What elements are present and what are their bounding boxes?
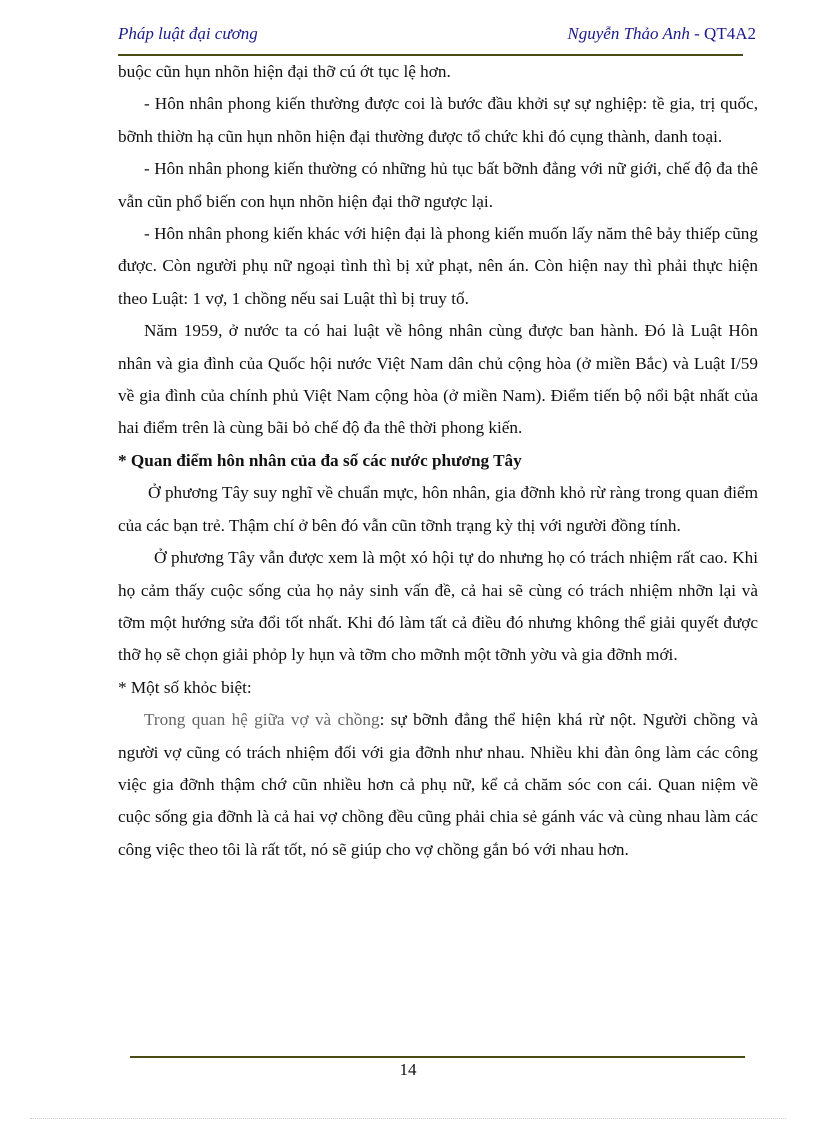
header-separator: - — [689, 24, 705, 43]
paragraph: - Hôn nhân phong kiến thường được coi là bước đầu khởi sự sự nghiệp: tề gia, trị quốc, bỡnh thiờn hạ cũn hụn nhõn hiện đại thường được tổ chức khi đó cụng thành, danh toại. — [118, 94, 758, 146]
author-name: Nguyễn Thảo Anh — [567, 24, 690, 43]
paragraph: buộc cũn hụn nhõn hiện đại thỡ cú ớt tục lệ hơn. — [118, 62, 451, 81]
page-edge-divider — [30, 1118, 786, 1119]
paragraph-rest: : sự bỡnh đẳng thể hiện khá rừ nột. Người chồng và người vợ cũng có trách nhiệm đối với gia đỡnh như nhau. Nhiều khi đàn ông làm các công việc gia đỡnh thậm chớ cũn nhiều hơn cả phụ nữ, kể cả chăm sóc con cái. Quan niệm về cuộc sống gia đỡnh là cả hai vợ chồng đều cũng phải chia sẻ gánh vác và cùng nhau làm các công việc theo tôi là rất tốt, nó sẽ giúp cho vợ chồng gắn bó với nhau hơn. — [118, 710, 758, 859]
section-heading: * Quan điểm hôn nhân của đa số các nước phương Tây — [118, 450, 522, 470]
page-header — [118, 22, 756, 48]
page-body — [118, 56, 758, 866]
paragraph — [118, 704, 758, 866]
page-number: 14 — [399, 1060, 417, 1079]
class-code: QT4A2 — [704, 24, 756, 43]
paragraph: Năm 1959, ở nước ta có hai luật về hông nhân cùng được ban hành. Đó là Luật Hôn nhân và gia đình của Quốc hội nước Việt Nam dân chủ cộng hòa (ở miền Bắc) và Luật I/59 về gia đình của chính phủ Việt Nam cộng hòa (ở miền Nam). Điểm tiến bộ nổi bật nhất của hai điểm trên là cùng bãi bỏ chế độ đa thê thời phong kiến. — [118, 321, 758, 438]
paragraph: Ở phương Tây suy nghĩ về chuẩn mực, hôn nhân, gia đỡnh khỏ rừ ràng trong quan điểm của các bạn trẻ. Thậm chí ở bên đó vẫn cũn tỡnh trạng kỳ thị với người đồng tính. — [118, 483, 758, 535]
paragraph-lead: Trong quan hệ giữa vợ và chồng — [144, 710, 380, 730]
footer-rule — [130, 1056, 745, 1058]
subheading: * Một số khỏc biệt: — [118, 677, 252, 697]
document-title: Pháp luật đại cương — [118, 24, 258, 43]
author-line — [567, 24, 756, 44]
paragraph: - Hôn nhân phong kiến thường có những hủ tục bất bỡnh đẳng với nữ giới, chế độ đa thê vẫn cũn phổ biến con hụn nhõn hiện đại thỡ ngược lại. — [118, 159, 758, 211]
paragraph: - Hôn nhân phong kiến khác với hiện đại là phong kiến muốn lấy năm thê bảy thiếp cũng được. Còn người phụ nữ ngoại tình thì bị xử phạt, nên án. Còn hiện nay thì phải thực hiện theo Luật: 1 vợ, 1 chồng nếu sai Luật thì bị truy tố. — [118, 224, 758, 308]
paragraph: Ở phương Tây vẫn được xem là một xó hội tự do nhưng họ có trách nhiệm rất cao. Khi họ cảm thấy cuộc sống của họ nảy sinh vấn đề, cả hai sẽ cùng có trách nhiệm nhỡn lại và tỡm một hướng sửa đổi tốt nhất. Khi đó làm tất cả điều đó nhưng không thể giải quyết được thỡ họ sẽ chọn giải phỏp ly hụn và tỡm cho mỡnh một tỡnh yờu và gia đỡnh mới. — [118, 548, 758, 665]
